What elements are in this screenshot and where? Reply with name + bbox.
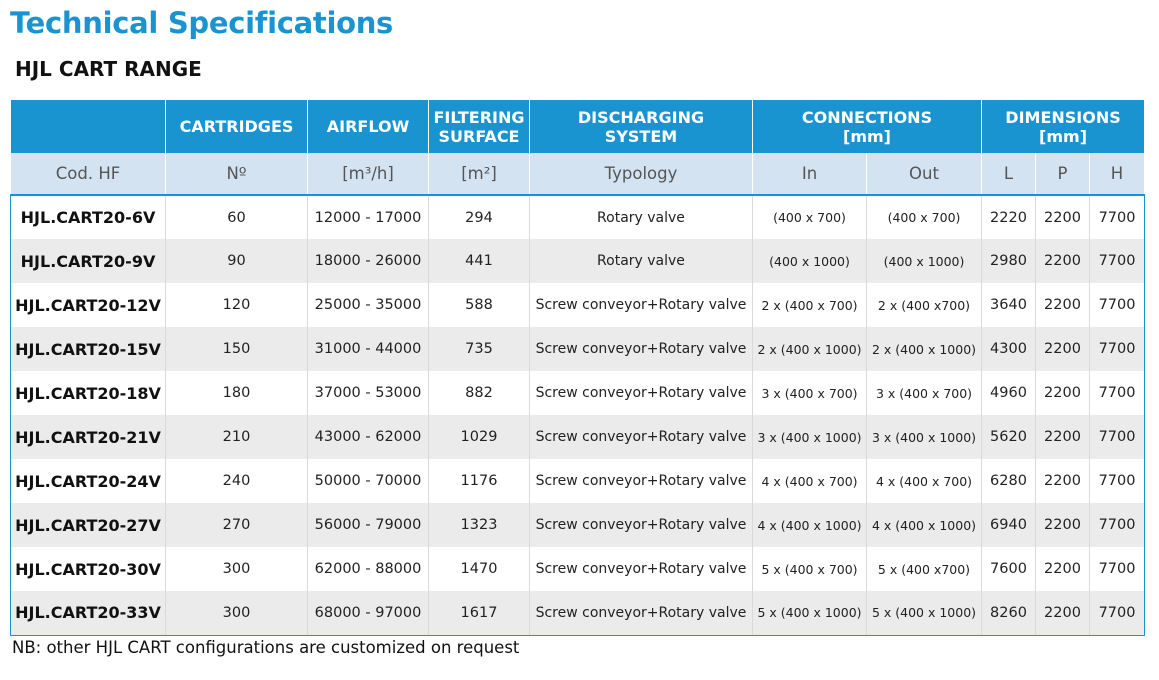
cell-p: 2200 [1036, 591, 1090, 635]
table-row [11, 327, 1145, 371]
cell-system: Screw conveyor+Rotary valve [530, 459, 753, 503]
table-row [11, 547, 1145, 591]
cell-out: 5 x (400 x700) [867, 547, 982, 591]
cell-l: 7600 [982, 547, 1036, 591]
cell-in: (400 x 1000) [753, 239, 867, 283]
cell-code: HJL.CART20-12V [11, 283, 166, 327]
header-discharging-line2: SYSTEM [604, 126, 678, 146]
cell-surface: 1617 [429, 591, 530, 635]
cell-system: Screw conveyor+Rotary valve [530, 591, 753, 635]
table-row [11, 459, 1145, 503]
cell-airflow: 43000 - 62000 [308, 415, 429, 459]
cell-surface: 735 [429, 327, 530, 371]
cell-in: 5 x (400 x 700) [753, 547, 867, 591]
cell-p: 2200 [1036, 371, 1090, 415]
table-body [11, 195, 1145, 635]
page-title: Technical Specifications [10, 6, 394, 40]
cell-in: 4 x (400 x 700) [753, 459, 867, 503]
cell-l: 2980 [982, 239, 1036, 283]
cell-code: HJL.CART20-6V [11, 195, 166, 239]
cell-p: 2200 [1036, 195, 1090, 239]
cell-out: (400 x 700) [867, 195, 982, 239]
cell-h: 7700 [1090, 415, 1145, 459]
table-row [11, 371, 1145, 415]
cell-p: 2200 [1036, 547, 1090, 591]
cell-airflow: 31000 - 44000 [308, 327, 429, 371]
table-row [11, 591, 1145, 635]
cell-h: 7700 [1090, 547, 1145, 591]
cell-out: 2 x (400 x700) [867, 283, 982, 327]
cell-in: 3 x (400 x 1000) [753, 415, 867, 459]
cell-system: Screw conveyor+Rotary valve [530, 371, 753, 415]
range-subtitle: HJL CART RANGE [15, 57, 202, 81]
header-discharging-line1: DISCHARGING [577, 107, 705, 127]
subheader-p: P [1036, 153, 1090, 195]
cell-surface: 1176 [429, 459, 530, 503]
cell-p: 2200 [1036, 503, 1090, 547]
header-filtering-surface [429, 100, 530, 153]
cell-in: (400 x 700) [753, 195, 867, 239]
table-row [11, 239, 1145, 283]
cell-h: 7700 [1090, 327, 1145, 371]
cell-surface: 441 [429, 239, 530, 283]
cell-code: HJL.CART20-27V [11, 503, 166, 547]
cell-airflow: 62000 - 88000 [308, 547, 429, 591]
footnote: NB: other HJL CART configurations are customized on request [12, 638, 520, 657]
cell-out: 5 x (400 x 1000) [867, 591, 982, 635]
cell-l: 8260 [982, 591, 1036, 635]
cell-cartridges: 300 [166, 547, 308, 591]
cell-in: 2 x (400 x 1000) [753, 327, 867, 371]
cell-cartridges: 180 [166, 371, 308, 415]
cell-p: 2200 [1036, 283, 1090, 327]
subheader-out: Out [867, 153, 982, 195]
header-discharging-system [530, 100, 753, 153]
cell-out: 3 x (400 x 1000) [867, 415, 982, 459]
cell-code: HJL.CART20-24V [11, 459, 166, 503]
cell-airflow: 25000 - 35000 [308, 283, 429, 327]
cell-airflow: 12000 - 17000 [308, 195, 429, 239]
cell-p: 2200 [1036, 459, 1090, 503]
cell-surface: 1029 [429, 415, 530, 459]
cell-surface: 1323 [429, 503, 530, 547]
cell-surface: 1470 [429, 547, 530, 591]
cell-airflow: 18000 - 26000 [308, 239, 429, 283]
subheader-code: Cod. HF [11, 153, 166, 195]
cell-system: Screw conveyor+Rotary valve [530, 503, 753, 547]
subheader-airflow: [m³/h] [308, 153, 429, 195]
cell-h: 7700 [1090, 591, 1145, 635]
header-row-sub [11, 153, 1145, 195]
cell-l: 5620 [982, 415, 1036, 459]
subheader-filtering: [m²] [429, 153, 530, 195]
cell-code: HJL.CART20-15V [11, 327, 166, 371]
subheader-cartridges: Nº [166, 153, 308, 195]
header-airflow: AIRFLOW [308, 100, 429, 153]
cell-l: 6940 [982, 503, 1036, 547]
cell-cartridges: 270 [166, 503, 308, 547]
cell-out: 3 x (400 x 700) [867, 371, 982, 415]
cell-airflow: 37000 - 53000 [308, 371, 429, 415]
cell-code: HJL.CART20-30V [11, 547, 166, 591]
table-row [11, 283, 1145, 327]
cell-system: Screw conveyor+Rotary valve [530, 327, 753, 371]
cell-p: 2200 [1036, 239, 1090, 283]
cell-h: 7700 [1090, 195, 1145, 239]
cell-code: HJL.CART20-21V [11, 415, 166, 459]
table-row [11, 503, 1145, 547]
header-filtering-line1: FILTERING [433, 107, 525, 127]
cell-airflow: 68000 - 97000 [308, 591, 429, 635]
subheader-in: In [753, 153, 867, 195]
cell-code: HJL.CART20-9V [11, 239, 166, 283]
cell-in: 4 x (400 x 1000) [753, 503, 867, 547]
header-code-blank [11, 100, 166, 153]
cell-l: 6280 [982, 459, 1036, 503]
header-dimensions-line2: [mm] [1039, 126, 1087, 146]
cell-l: 2220 [982, 195, 1036, 239]
cell-cartridges: 120 [166, 283, 308, 327]
cell-l: 4960 [982, 371, 1036, 415]
cell-out: 2 x (400 x 1000) [867, 327, 982, 371]
header-connections [753, 100, 982, 153]
cell-h: 7700 [1090, 503, 1145, 547]
table-row [11, 195, 1145, 239]
subheader-typology: Typology [530, 153, 753, 195]
cell-h: 7700 [1090, 371, 1145, 415]
cell-cartridges: 300 [166, 591, 308, 635]
cell-in: 3 x (400 x 700) [753, 371, 867, 415]
cell-in: 2 x (400 x 700) [753, 283, 867, 327]
cell-code: HJL.CART20-18V [11, 371, 166, 415]
cell-p: 2200 [1036, 327, 1090, 371]
cell-code: HJL.CART20-33V [11, 591, 166, 635]
cell-out: 4 x (400 x 700) [867, 459, 982, 503]
cell-system: Screw conveyor+Rotary valve [530, 283, 753, 327]
cell-cartridges: 210 [166, 415, 308, 459]
cell-p: 2200 [1036, 415, 1090, 459]
header-cartridges: CARTRIDGES [166, 100, 308, 153]
cell-cartridges: 240 [166, 459, 308, 503]
cell-cartridges: 150 [166, 327, 308, 371]
cell-system: Rotary valve [530, 239, 753, 283]
cell-system: Screw conveyor+Rotary valve [530, 415, 753, 459]
cell-in: 5 x (400 x 1000) [753, 591, 867, 635]
cell-h: 7700 [1090, 459, 1145, 503]
cell-h: 7700 [1090, 239, 1145, 283]
cell-airflow: 56000 - 79000 [308, 503, 429, 547]
cell-surface: 588 [429, 283, 530, 327]
cell-system: Rotary valve [530, 195, 753, 239]
cell-surface: 882 [429, 371, 530, 415]
header-connections-line1: CONNECTIONS [801, 107, 933, 127]
cell-surface: 294 [429, 195, 530, 239]
cell-airflow: 50000 - 70000 [308, 459, 429, 503]
header-connections-line2: [mm] [843, 126, 891, 146]
subheader-h: H [1090, 153, 1145, 195]
cell-system: Screw conveyor+Rotary valve [530, 547, 753, 591]
header-dimensions-line1: DIMENSIONS [1005, 107, 1121, 127]
header-filtering-line2: SURFACE [438, 126, 520, 146]
cell-cartridges: 90 [166, 239, 308, 283]
header-row-main [11, 100, 1145, 153]
table-row [11, 415, 1145, 459]
cell-out: 4 x (400 x 1000) [867, 503, 982, 547]
cell-out: (400 x 1000) [867, 239, 982, 283]
specifications-table [10, 100, 1145, 636]
cell-h: 7700 [1090, 283, 1145, 327]
cell-l: 3640 [982, 283, 1036, 327]
cell-l: 4300 [982, 327, 1036, 371]
subheader-l: L [982, 153, 1036, 195]
header-dimensions [982, 100, 1145, 153]
cell-cartridges: 60 [166, 195, 308, 239]
